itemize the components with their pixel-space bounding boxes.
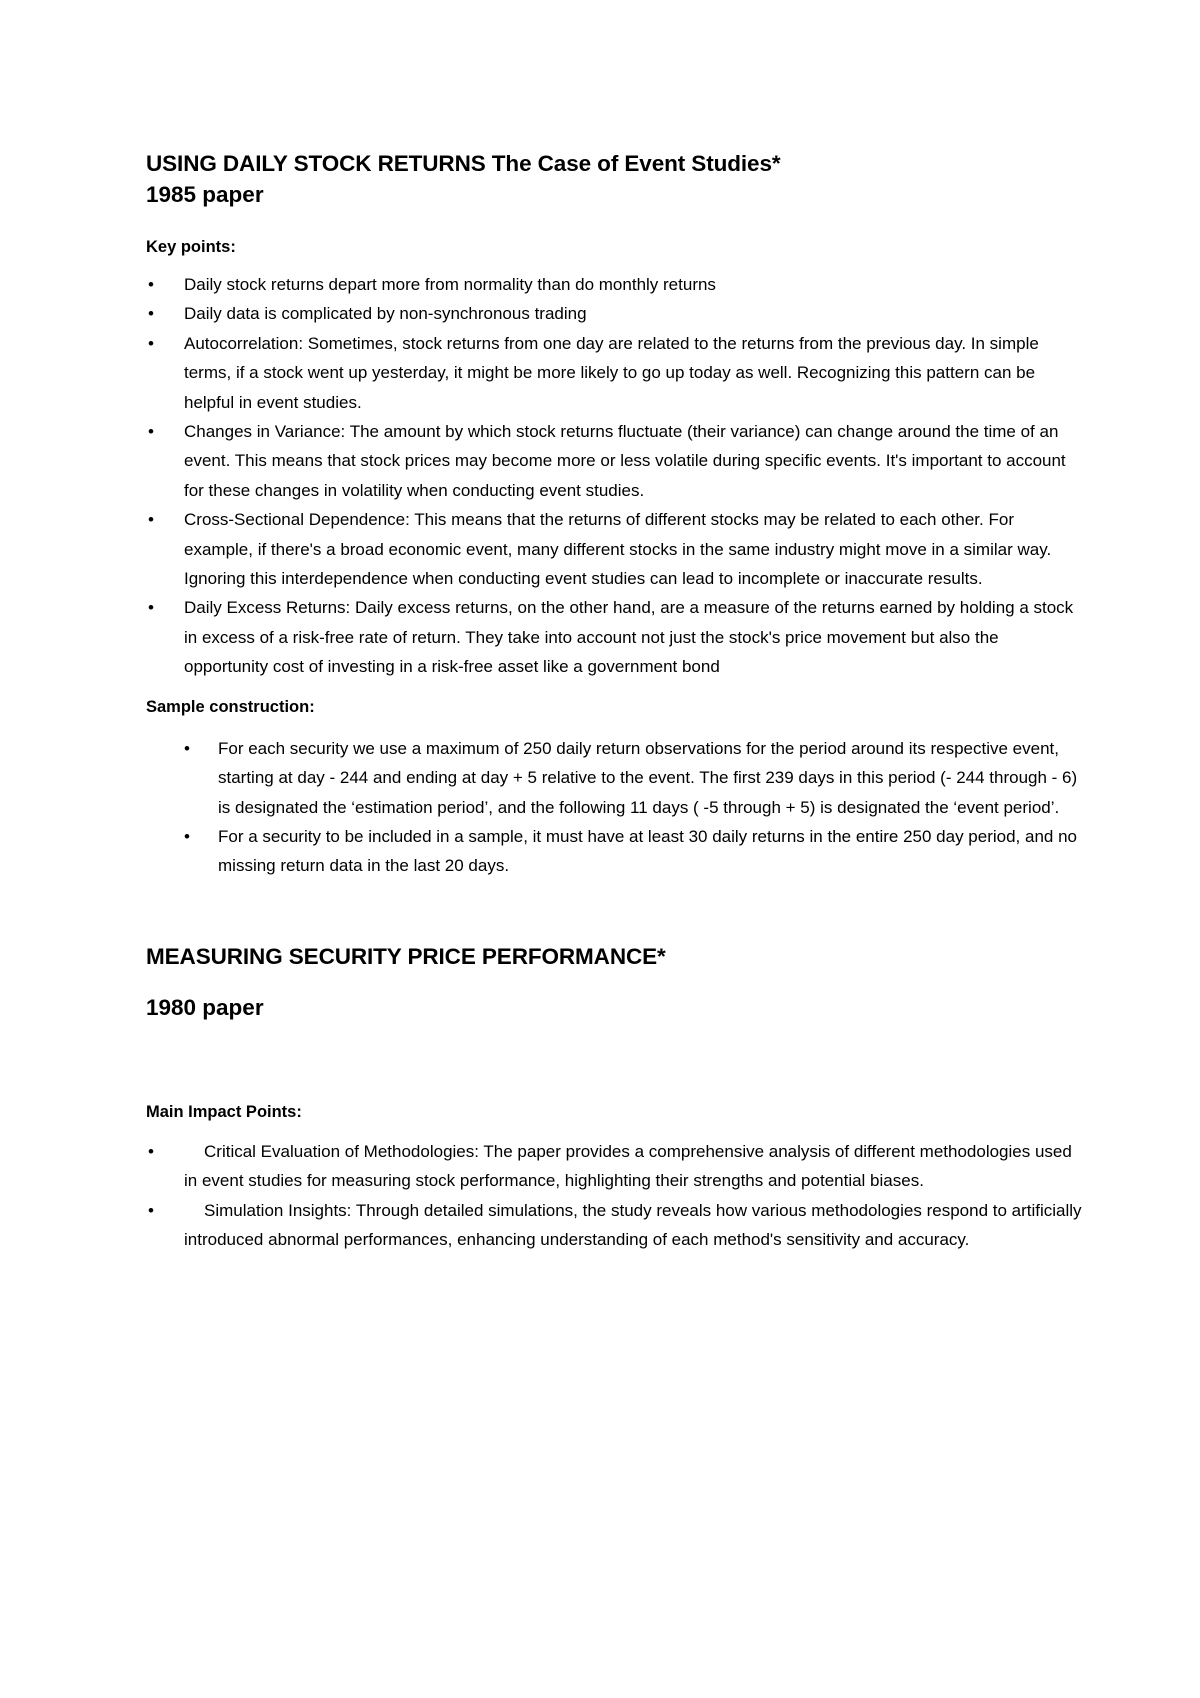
list-item bbox=[146, 822, 1086, 881]
list-item bbox=[146, 593, 1086, 681]
bullet-icon: • bbox=[148, 598, 154, 618]
section2-year: 1980 paper bbox=[146, 994, 264, 1020]
section2-title: MEASURING SECURITY PRICE PERFORMANCE* bbox=[146, 943, 666, 969]
list-item-text: Critical Evaluation of Methodologies: The paper provides a comprehensive analysis of different methodologies used in event studies for measuring stock performance, highlighting their strengths and potential biases. bbox=[184, 1141, 1072, 1191]
list-item-text: Changes in Variance: The amount by which stock returns fluctuate (their variance) can change around the time of an event. This means that stock prices may become more or less volatile during specific events. It's important to account for these changes in volatility when conducting event studies. bbox=[184, 422, 1066, 500]
list-item-text: For each security we use a maximum of 250 daily return observations for the period around its respective event, starting at day - 244 and ending at day + 5 relative to the event. The first 239 days in this period (- 244 through - 6) is designated the ‘estimation period’, and the following 11 days ( -5 through + 5) is designated the ‘event period’. bbox=[218, 738, 1078, 817]
list-item bbox=[146, 329, 1086, 417]
list-item-text: Daily Excess Returns: Daily excess returns, on the other hand, are a measure of the returns earned by holding a stock in excess of a risk-free rate of return. They take into account not just the stock's price movement but also the opportunity cost of investing in a risk-free asset like a government bond bbox=[184, 598, 1074, 677]
sample-construction-list bbox=[146, 734, 1086, 881]
bullet-icon: • bbox=[184, 826, 190, 846]
list-item-text: Daily stock returns depart more from normality than do monthly returns bbox=[184, 275, 716, 294]
bullet-icon: • bbox=[148, 422, 154, 442]
list-item bbox=[146, 1137, 1086, 1196]
key-points-list bbox=[146, 270, 1086, 682]
list-item bbox=[146, 270, 1086, 299]
main-impact-label: Main Impact Points: bbox=[146, 1102, 302, 1121]
section1-title: USING DAILY STOCK RETURNS The Case of Event Studies* bbox=[146, 151, 781, 176]
list-item-text: Daily data is complicated by non-synchronous trading bbox=[184, 304, 587, 324]
list-item bbox=[146, 1196, 1086, 1255]
list-item-text: Simulation Insights: Through detailed simulations, the study reveals how various methodologies respond to artificially introduced abnormal performances, enhancing understanding of each method's sensitivity and accuracy. bbox=[184, 1200, 1082, 1249]
bullet-icon: • bbox=[148, 333, 154, 353]
list-item bbox=[146, 299, 1086, 328]
document-page bbox=[146, 148, 1086, 1254]
list-item-text: Autocorrelation: Sometimes, stock returns from one day are related to the returns from the previous day. In simple terms, if a stock went up yesterday, it might be more likely to go up today as well. Recognizing this pattern can be helpful in event studies. bbox=[184, 333, 1039, 412]
bullet-icon: • bbox=[148, 510, 154, 530]
bullet-icon: • bbox=[148, 304, 154, 324]
bullet-icon: • bbox=[148, 1141, 154, 1161]
list-item bbox=[146, 417, 1086, 505]
key-points-label: Key points: bbox=[146, 238, 236, 256]
list-item bbox=[146, 505, 1086, 593]
list-item-text: Cross-Sectional Dependence: This means that the returns of different stocks may be related to each other. For example, if there's a broad economic event, many different stocks in the same industry might move in a similar way. Ignoring this interdependence when conducting event studies can lead to incomplete or inaccurate results. bbox=[184, 510, 1052, 589]
list-item bbox=[146, 734, 1086, 822]
list-item-text: For a security to be included in a sample, it must have at least 30 daily returns in the entire 250 day period, and no missing return data in the last 20 days. bbox=[218, 826, 1077, 876]
sample-construction-label: Sample construction: bbox=[146, 697, 315, 716]
bullet-icon: • bbox=[148, 275, 154, 294]
section1-year: 1985 paper bbox=[146, 182, 264, 207]
bullet-icon: • bbox=[148, 1200, 154, 1220]
bullet-icon: • bbox=[184, 738, 190, 758]
impact-points-list bbox=[146, 1137, 1086, 1255]
